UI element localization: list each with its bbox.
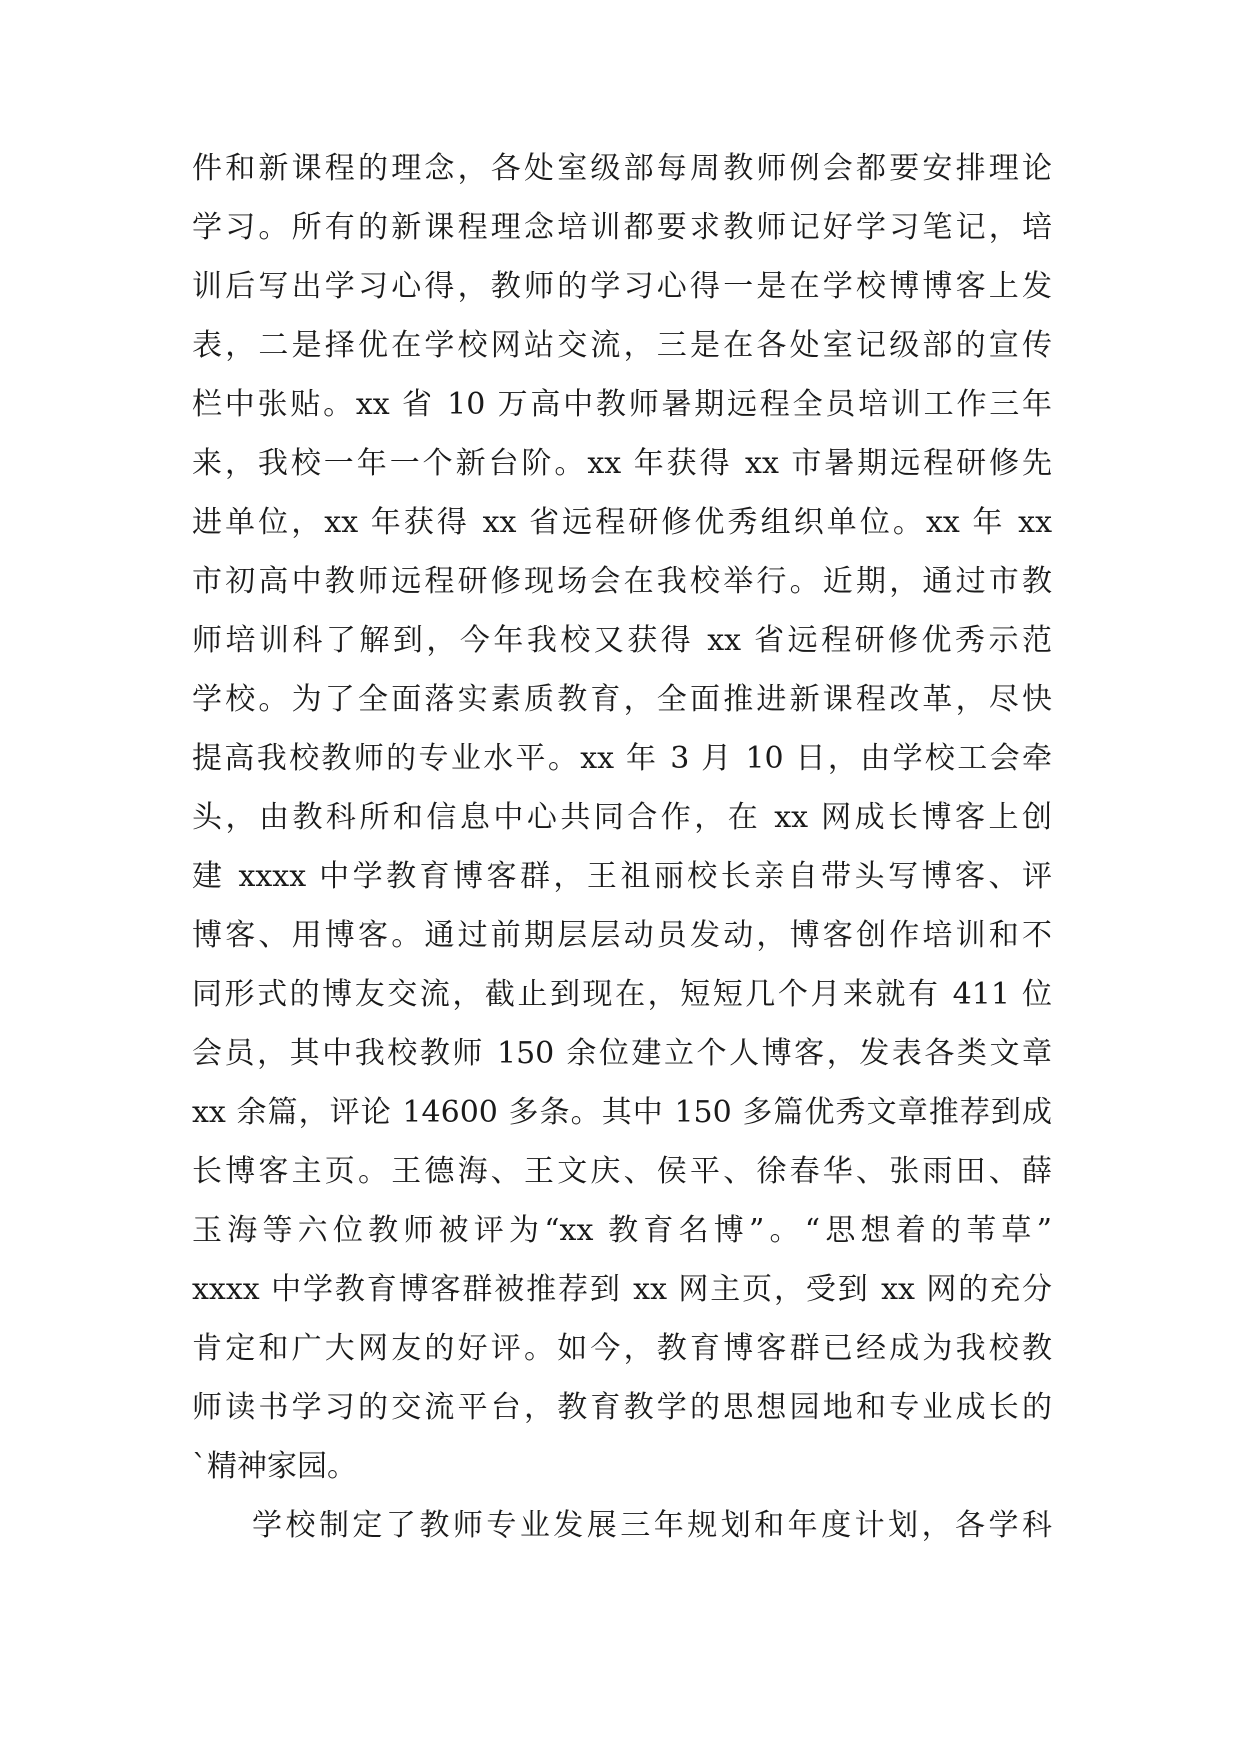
paragraph-line: 进单位，xx 年获得 xx 省远程研修优秀组织单位。xx 年 xx [192,505,1052,540]
paragraph-line: 学校。为了全面落实素质教育，全面推进新课程改革，尽快 [192,682,1052,717]
paragraph-line: 会员，其中我校教师 150 余位建立个人博客，发表各类文章 [192,1036,1052,1071]
paragraph-line: 博客、用博客。通过前期层层动员发动，博客创作培训和不 [192,918,1052,953]
paragraph-line: xxxx 中学教育博客群被推荐到 xx 网主页，受到 xx 网的充分 [192,1272,1052,1307]
paragraph-end-line: `精神家园。 [192,1449,357,1484]
paragraph-line: 训后写出学习心得，教师的学习心得一是在学校博博客上发 [192,269,1052,304]
paragraph-line: 肯定和广大网友的好评。如今，教育博客群已经成为我校教 [192,1331,1052,1366]
paragraph-line: 长博客主页。王德海、王文庆、侯平、徐春华、张雨田、薛 [192,1154,1052,1189]
paragraph-line: 玉海等六位教师被评为“xx 教育名博”。“思想着的苇草” [192,1213,1052,1248]
paragraph-line: xx 余篇，评论 14600 多条。其中 150 多篇优秀文章推荐到成 [192,1095,1052,1130]
paragraph-line: 表，二是择优在学校网站交流，三是在各处室记级部的宣传 [192,328,1052,363]
paragraph-line: 建 xxxx 中学教育博客群，王祖丽校长亲自带头写博客、评 [192,859,1052,894]
paragraph-line: 来，我校一年一个新台阶。xx 年获得 xx 市暑期远程研修先 [192,446,1052,481]
paragraph-line: 师读书学习的交流平台，教育教学的思想园地和专业成长的 [192,1390,1052,1425]
paragraph-line: 学习。所有的新课程理念培训都要求教师记好学习笔记，培 [192,210,1052,245]
paragraph-line: 同形式的博友交流，截止到现在，短短几个月来就有 411 位 [192,977,1052,1012]
paragraph-line: 件和新课程的理念，各处室级部每周教师例会都要安排理论 [192,151,1052,186]
paragraph-line: 头，由教科所和信息中心共同合作，在 xx 网成长博客上创 [192,800,1052,835]
paragraph-first-line: 学校制定了教师专业发展三年规划和年度计划，各学科 [252,1508,1052,1543]
paragraph-line: 师培训科了解到，今年我校又获得 xx 省远程研修优秀示范 [192,623,1052,658]
paragraph-line: 栏中张贴。xx 省 10 万高中教师暑期远程全员培训工作三年 [192,387,1052,422]
paragraph-line: 市初高中教师远程研修现场会在我校举行。近期，通过市教 [192,564,1052,599]
paragraph-line: 提高我校教师的专业水平。xx 年 3 月 10 日，由学校工会牵 [192,741,1052,776]
